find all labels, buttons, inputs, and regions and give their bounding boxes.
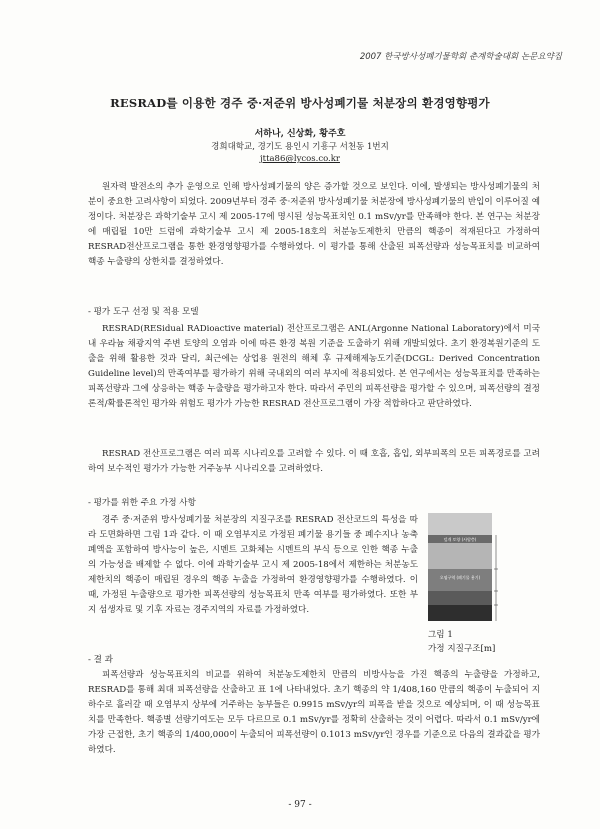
assumptions-paragraph: 경주 중·저준위 방사성폐기물 처분장의 지질구조를 RESRAD 전산코드의 특성을 따라 도면화하면 그림 1과 같다. 이 때 오염부지로 가정된 폐기물 용기들 중 폐수지나 농축폐액을 포함하여 방사능이 높은, 시멘트 고화체는 시멘트의 부식 등으로 인한 핵종 누출의 가능성을 배제할 수 없다. 이에 과학기술부 고시 제 2005-18에서 제한하는 처분농도제한치의 핵종이 매립된 경우의 핵종 누출을 가정하여 환경영향평가를 수행하였다. 이 때, 가정된 누출량으로 평가한 피폭선량의 성능목표치 만족 여부를 평가하였다. 또한 부지 섬생자료 및 기후 자료는 경주지역의 자료를 가정하였다.: [88, 515, 418, 615]
affiliation: 경희대학교, 경기도 용인시 기흥구 서천동 1번지: [211, 142, 389, 152]
cover-soil-label: 덮개 토양 (사암층): [443, 537, 477, 542]
figure-caption: [428, 628, 495, 656]
saturated-zone: [428, 605, 492, 621]
proceedings-header: 2007 한국방사성폐기물학회 춘계학술대회 논문요약집: [359, 52, 562, 62]
model-paragraph-2: RESRAD 전산프로그램은 여러 피폭 시나리오를 고려할 수 있다. 이 때 호흡, 흡입, 외부피폭의 모든 피폭경로를 고려하여 보수적인 평가가 가능한 거주농부 시나리오를 고려하였다.: [88, 449, 540, 474]
geology-diagram: [428, 513, 508, 621]
section-heading-results: - 결 과: [88, 655, 113, 665]
figure-caption-text: 가정 지질구조[m]: [428, 644, 496, 654]
contaminated-zone: [428, 569, 492, 591]
page-number: - 97 -: [288, 800, 312, 810]
surface-band: [428, 513, 492, 535]
geology-figure: [428, 513, 508, 621]
contaminated-zone-label: 오염구역 (폐기물 용기): [439, 575, 481, 580]
section-heading-model: - 평가 도구 선정 및 적용 모델: [88, 307, 199, 317]
paper-title: RESRAD를 이용한 경주 중·저준위 방사성폐기물 처분장의 환경영향평가: [110, 96, 490, 110]
abstract-paragraph: 원자력 발전소의 추가 운영으로 인해 방사성폐기물의 양은 증가할 것으로 보인다. 이에, 발생되는 방사성폐기물의 처분이 중요한 고려사항이 되었다. 2009년부터 경주 중·저준위 방사성폐기물 처분장에 방사성폐기물의 반입이 이루어질 예정이다. 처분장은 과학기술부 고시 제 2005-17에 명시된 성능목표치인 0.1 mSv/yr를 만족해야 한다. 본 연구는 처분장에 매립될 10만 드럼에 과학기술부 고시 제 2005-18호의 처분농도제한치 만큼의 핵종이 적재된다고 가정하여 RESRAD전산프로그램을 통한 환경영향평가를 수행하였다. 이 평가를 통해 산출된 피폭선량과 성능목표치를 비교하여 핵종 누출량의 상한치를 결정하였다.: [88, 182, 540, 267]
authors: 서하나, 신상화, 황주호: [254, 129, 346, 139]
section-heading-assumptions: - 평가를 위한 주요 가정 사항: [88, 498, 196, 508]
results-paragraph: 피폭선량과 성능목표치의 비교를 위하여 처분농도제한치 만큼의 비방사능을 가진 핵종의 누출량을 가정하고, RESRAD를 통해 최대 피폭선량을 산출하고 표 1에 나타내었다. 초기 핵종의 약 1/408,160 만큼의 핵종이 누출되어 지하수로 흘러갈 때 오염부지 상부에 거주하는 농부들은 0.9915 mSv/yr의 피폭을 받을 것으로 예상되며, 이 때 성능목표치를 만족한다. 핵종별 선량기여도는 모두 다르므로 0.1 mSv/yr를 정확히 산출하는 것이 어렵다. 따라서 0.1 mSv/yr에 가장 근접한, 초기 핵종의 1/400,000이 누출되어 피폭선량이 0.1013 mSv/yr인 경우를 기준으로 다음의 결과값을 평가하였다.: [88, 670, 540, 755]
unsaturated-zone: [428, 543, 492, 569]
author-email[interactable]: jtta86@lycos.co.kr: [260, 154, 340, 164]
lower-layer: [428, 591, 492, 605]
figure-caption-number: 그림 1: [428, 630, 453, 640]
model-paragraph-1: RESRAD(RESidual RADioactive material) 전산프로그램은 ANL(Argonne National Laboratory)에서 미국 내 우라늄 채광지역 주변 토양의 오염과 이에 따른 환경 복원 기준을 도출하기 위해 개발되었다. 초기 환경복원기준의 도출을 위해 활용한 것과 달리, 최근에는 상업용 원전의 해체 후 규제해제농도기준(DCGL: Derived Concentration Guideline level)의 만족여부를 평가하기 위해 국내외의 여러 부지에 적용되었다. 본 연구에서는 성능목표치를 만족하는 피폭선량과 그에 상응하는 핵종 누출량을 평가하고자 한다. 따라서 주민의 피폭선량을 평가할 수 있으며, 피폭선량의 결정론적/확률론적인 평가와 위험도 평가가 가능한 RESRAD 전산프로그램이 가장 적합하다고 판단하였다.: [88, 324, 540, 409]
